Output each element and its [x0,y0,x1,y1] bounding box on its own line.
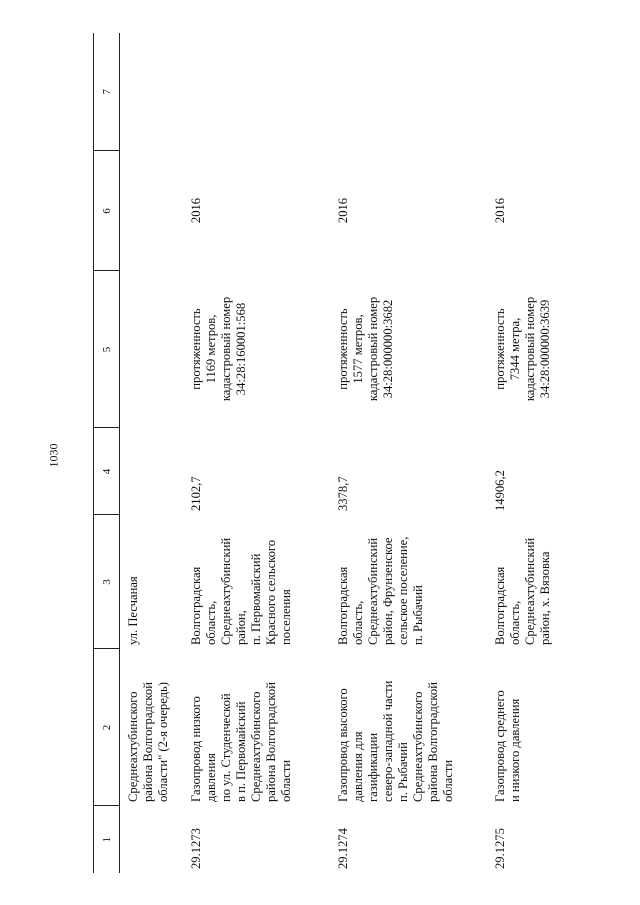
row-year-cell [120,151,183,271]
column-header-6: 6 [94,151,120,271]
table-container [93,33,603,873]
row-description-cell: протяженность 1577 метров, кадастровый номер 34:28:000000:3682 [336,296,395,402]
row-id-cell: 29.1274 [336,828,350,869]
row-note-cell [329,33,486,151]
column-header-4: 4 [94,428,120,515]
column-header-7: 7 [94,33,120,151]
rotated-table [93,33,603,873]
row-note-cell [486,33,603,151]
table-row [329,33,486,873]
row-note-cell [182,33,329,151]
column-header-2: 2 [94,649,120,806]
row-value-cell [120,428,183,515]
row-year-cell: 2016 [493,197,507,224]
row-name-cell: Среднеахтубинского района Волгоградской области" (2-я очередь) [126,682,170,802]
row-id-cell [120,806,183,873]
row-name-cell: Газопровод среднего и низкого давления [493,690,522,802]
row-id-cell: 29.1273 [189,828,203,869]
row-description-cell: протяженность 1169 метров, кадастровый номер 34:28:160001:568 [189,296,248,402]
row-description-cell [120,271,183,428]
row-description-cell: протяженность 7344 метра, кадастровый номер 34:28:000000:3639 [493,296,552,402]
row-location-cell: ул. Песчаная [126,576,140,645]
row-year-cell: 2016 [189,197,203,224]
row-location-cell: Волгоградская область, Среднеахтубинский район, Фрунзенское сельское поселение, п. Рыбачий [336,536,425,645]
row-value-cell: 3378,7 [336,476,350,511]
column-header-3: 3 [94,515,120,649]
row-id-cell: 29.1275 [493,828,507,869]
row-name-cell: Газопровод низкого давления по ул. Студенческой в п. Первомайский Среднеахтубинского района Волгоградской области [189,682,293,802]
column-header-1: 1 [94,806,120,873]
table-row [182,33,329,873]
row-location-cell: Волгоградская область, Среднеахтубинский район, п. Первомайский Красного сельского поселения [189,537,293,645]
page-number-text: 1030 [46,443,61,467]
table-header-row [94,33,120,873]
row-value-cell: 2102,7 [189,476,203,511]
column-header-5: 5 [94,271,120,428]
page-number [43,440,65,470]
table-row [486,33,603,873]
table-row [120,33,183,873]
row-value-cell: 14906,2 [493,470,507,511]
row-year-cell: 2016 [336,197,350,224]
registry-table [93,33,603,873]
row-note-cell [120,33,183,151]
row-location-cell: Волгоградская область, Среднеахтубинский район, х. Вязовка [493,537,552,645]
row-name-cell: Газопровод высокого давления для газификации северо-западной части п. Рыбачий Среднеахтубинского района Волгоградской области [336,680,455,802]
